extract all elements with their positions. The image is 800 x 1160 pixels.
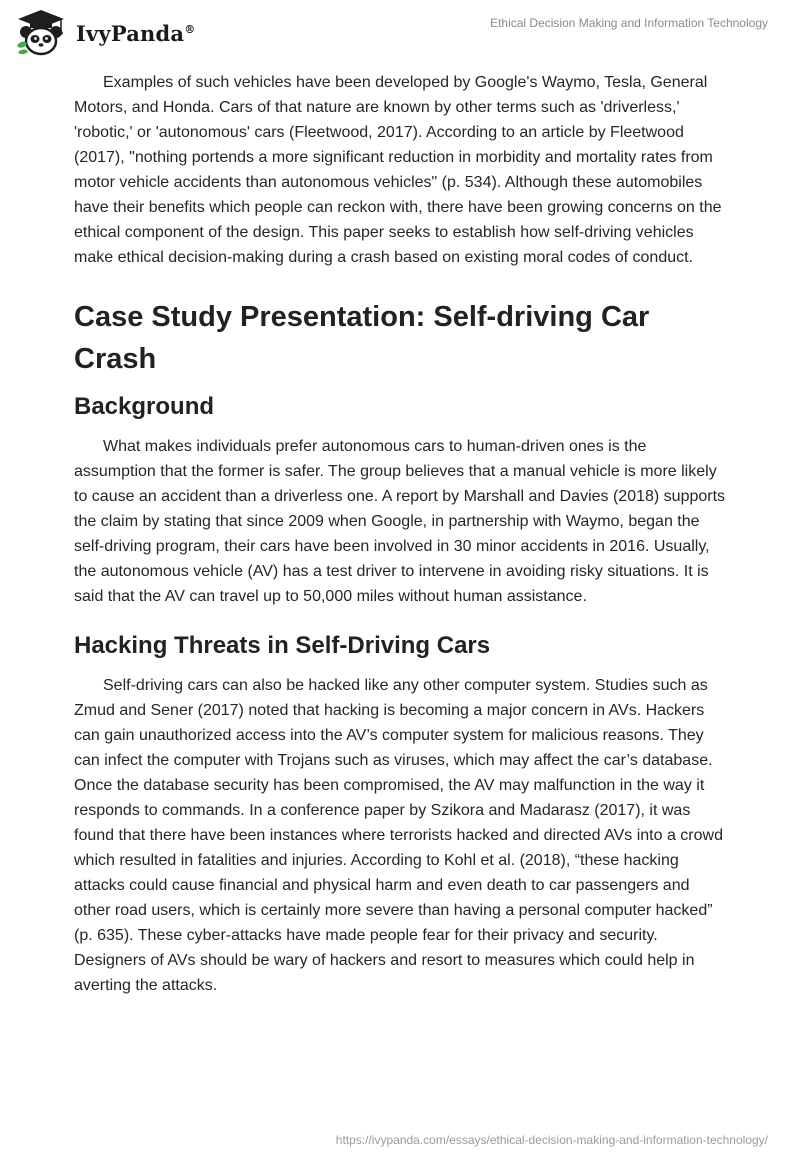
ivypanda-logo[interactable] xyxy=(14,8,195,58)
hacking-heading: Hacking Threats in Self-Driving Cars xyxy=(74,632,491,659)
essay-body xyxy=(74,70,728,998)
panda-graduate-icon xyxy=(14,8,68,58)
hacking-paragraph: Self-driving cars can also be hacked like any other computer system. Studies such as Zmud and Sener (2017) noted that hacking is becoming a major concern in AVs. Hackers can gain unauthorized access into the AV’s computer system for malicious reasons. They can infect the computer with Trojans such as viruses, which may affect the car’s database. Once the database security has been compromised, the AV may malfunction in the way it responds to commands. In a conference paper by Szikora and Madarasz (2017), it was found that there have been instances where terrorists hacked and directed AVs into a crowd which resulted in fatalities and injuries. According to Kohl et al. (2018), “these hacking attacks could cause financial and physical harm and even death to car passengers and other road users, which is certainly more severe than having a personal computer hacked” (p. 635). These cyber-attacks have made people fear for their privacy and security. Designers of AVs should be wary of hackers and resort to measures which could help in averting the attacks. xyxy=(74,677,723,994)
source-url[interactable]: https://ivypanda.com/essays/ethical-decision-making-and-information-technology/ xyxy=(335,1133,768,1147)
case-study-heading: Case Study Presentation: Self-driving Car Crash xyxy=(74,301,650,375)
background-heading: Background xyxy=(74,393,215,420)
background-paragraph: What makes individuals prefer autonomous cars to human-driven ones is the assumption that the former is safer. The group believes that a manual vehicle is more likely to cause an accident than a driverless one. A report by Marshall and Davies (2018) supports the claim by stating that since 2009 when Google, in partnership with Waymo, began the self-driving program, their cars have been involved in 30 minor accidents in 2016. Usually, the autonomous vehicle (AV) has a test driver to intervene in avoiding risky situations. It is said that the AV can travel up to 50,000 miles without human assistance. xyxy=(74,438,726,605)
page-header xyxy=(0,0,800,62)
logo-text: IvyPanda® xyxy=(76,20,196,46)
document-title: Ethical Decision Making and Information Technology xyxy=(490,16,768,30)
intro-paragraph: Examples of such vehicles have been developed by Google's Waymo, Tesla, General Motors, and Honda. Cars of that nature are known by other terms such as 'driverless,' 'robotic,' or 'autonomous' cars (Fleetwood, 2017). According to an article by Fleetwood (2017), "nothing portends a more significant reduction in morbidity and mortality rates from motor vehicle accidents than autonomous vehicles" (p. 534). Although these automobiles have their benefits which people can reckon with, there have been growing concerns on the ethical component of the design. This paper seeks to establish how self-driving vehicles make ethical decision-making during a crash based on existing moral codes of conduct. xyxy=(74,74,722,266)
registered-mark: ® xyxy=(184,22,196,36)
